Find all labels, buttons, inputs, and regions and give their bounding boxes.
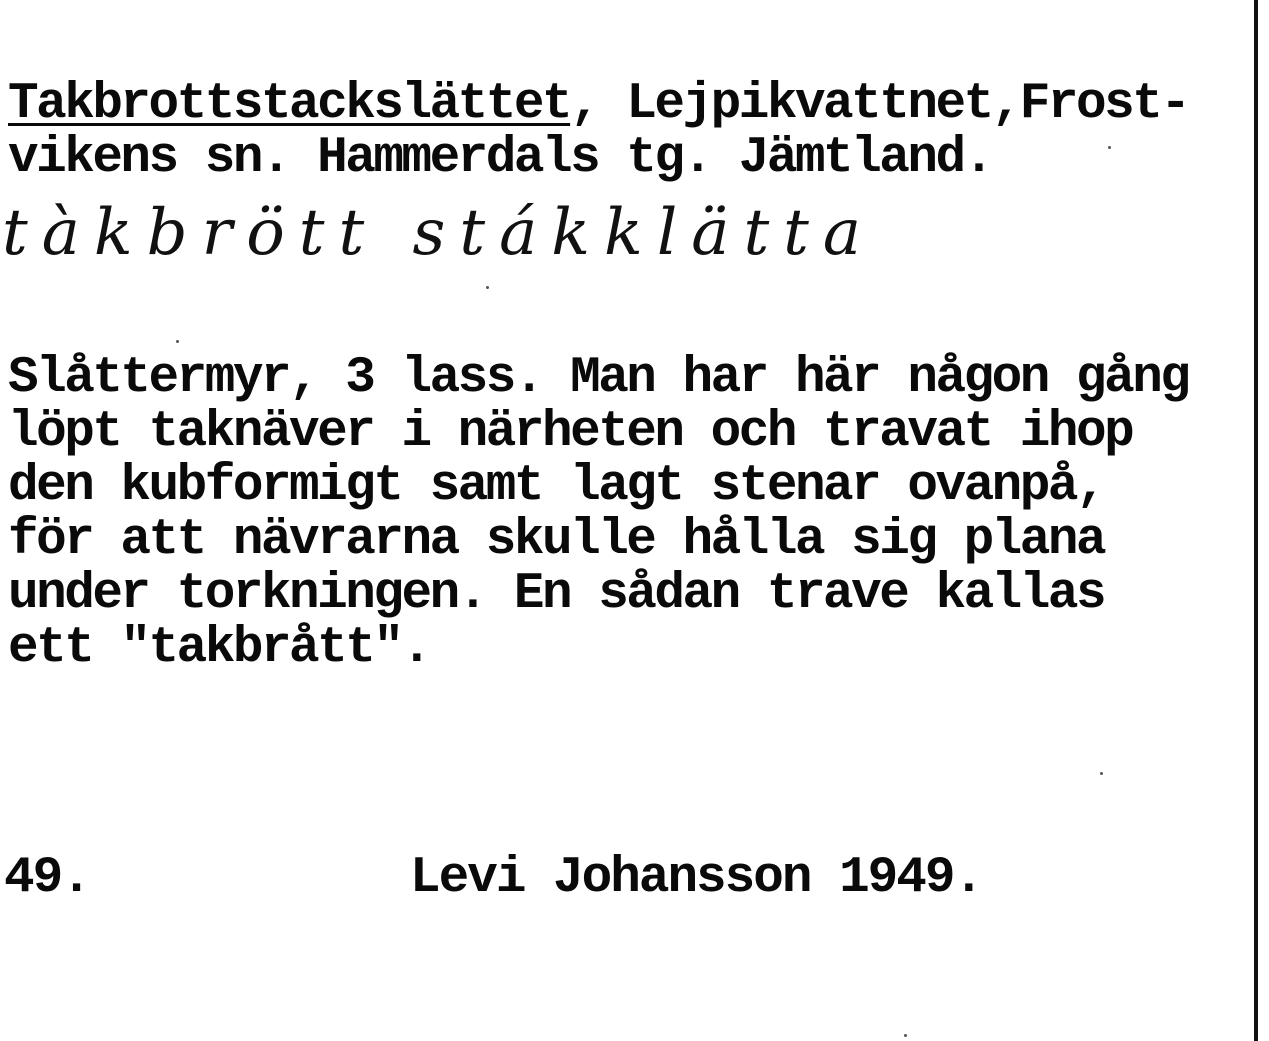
description-line: för att nävrarna skulle hålla sig plana xyxy=(8,512,1105,569)
card-number: 49. xyxy=(4,850,90,907)
description-line: den kubformigt samt lagt stenar ovanpå, xyxy=(8,458,1105,515)
card-author: Levi Johansson 1949. xyxy=(410,850,983,907)
heading-line-2: vikens sn. Hammerdals tg. Jämtland. xyxy=(8,130,992,187)
card-edge xyxy=(1254,0,1258,1041)
paper-speck xyxy=(1100,772,1103,775)
paper-speck xyxy=(1108,146,1111,149)
paper-speck xyxy=(176,340,179,343)
heading-line-1 xyxy=(8,78,1188,132)
place-name: Takbrottstackslättet xyxy=(8,76,571,133)
description-line: under torkningen. En sådan trave kallas xyxy=(8,566,1105,623)
description-line: Slåttermyr, 3 lass. Man har här någon gång xyxy=(8,350,1189,407)
description-text xyxy=(8,352,1188,676)
description-line: löpt taknäver i närheten och travat ihop xyxy=(8,404,1133,461)
paper-speck xyxy=(486,286,489,289)
heading-line-1-rest: , Lejpikvattnet,Frost- xyxy=(570,76,1189,133)
paper-speck xyxy=(904,1034,907,1037)
phonetic-transcription: tàkbrött stákklätta xyxy=(2,196,876,270)
description-line: ett "takbrått". xyxy=(8,620,430,677)
